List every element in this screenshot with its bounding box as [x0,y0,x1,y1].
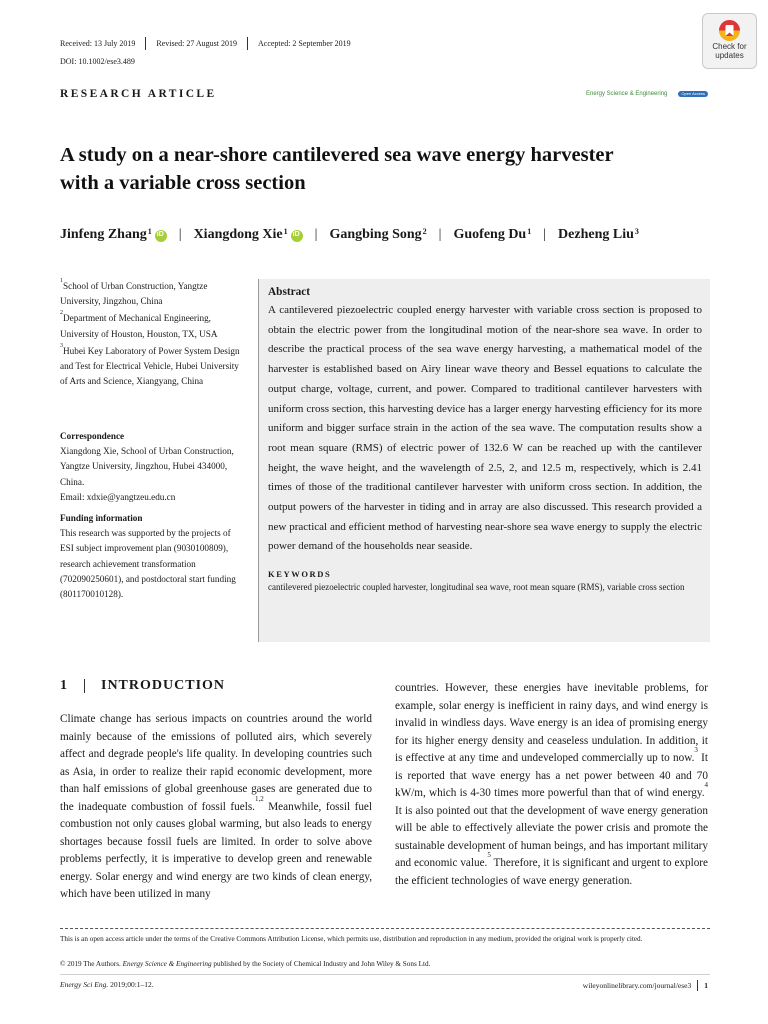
author[interactable]: Dezheng Liu $^3$ [558,226,639,242]
license-note: This is an open access article under the terms of the Creative Commons Attribution License, which permits use, distribution and reproduction in any medium, provided the original work is properly cited. [60,935,643,943]
citation-footer: Energy Sci Eng. 2019;00:1–12. [60,980,154,989]
citation-link[interactable]: 4 [704,781,708,790]
journal-logo-name: Energy Science & Engineering [586,91,668,97]
citation-link[interactable]: 3 [694,746,698,755]
accepted-date: Accepted: 2 September 2019 [258,39,351,48]
doi[interactable]: DOI: 10.1002/ese3.489 [60,57,135,66]
affiliation: $^2$Department of Mechanical Engineering, University of Houston, Houston, TX, USA [60,310,218,339]
abstract-text: A cantilevered piezoelectric coupled energy harvester with variable cross section is proposed to obtain the electric power from the longitudinal motion of the near-shore sea wave. In order to describe the practical process of the sea wave energy harvesting, a mathematical model of the harvester is established based on Airy linear wave theory and Bessel equations to calculate the output charge, voltage, current, and power. Compared to traditional cantilever harvesters with uniform cross section, this harvesting device has a larger energy harvesting efficiency for its more uniform and bigger surface strain in the action of the sea wave. The computation results show a root mean square (RMS) of electric power of 132.6 W can be reached up with the cantilever height, the wave height, and the wavelength of 2.5, 2, and 12.5 m, respectively, which is 2.41 times of those of the traditional cantilever harvester with uniform cross section. In addition, the output powers of the harvester in tiding and in array are also discussed. This research provided a new practical and efficient method of harvesting near-shore sea wave energy to supply the electric power demand of the households near seaside. [268,304,702,553]
funding-information [60,511,246,602]
author[interactable]: Xiangdong Xie $^1$ iD [194,227,303,243]
body-column-right: countries. However, these energies have inevitable problems, for example, solar energy is inefficient in rainy days, and wind energy is invalid in windless days. Wave energy is an idea of promising energy for its higher energy density and ceaseless undulation. In addition, it is effective at any time and undeveloped commercially up to now.$^3$ It is reported that wave energy has a net power between 40 and 70 kW/m, which is 4-30 times more powerful than that of wind energy.$^4$ It is also pointed out that the development of wave energy generation will be able to effectively alleviate the power crisis and promote the sustainable development of human beings, and has important military and economic value.$^5$ Therefore, it is significant and urgent to explore the efficient technologies of wave energy generation. [395,682,708,887]
affiliation: $^3$Hubei Key Laboratory of Power System Design and Test for Electrical Vehicle, Hubei University of Arts and Science, Xiangyang, China [60,342,240,387]
abstract-heading: Abstract [268,286,311,298]
check-updates-label-1: Check for [712,42,747,51]
journal-url[interactable]: wileyonlinelibrary.com/journal/ese3 [582,981,692,990]
citation-link[interactable]: 1,2 [254,794,264,803]
check-updates-icon [718,19,741,42]
correspondence [60,429,246,505]
orcid-icon[interactable] [155,230,167,242]
correspondence-heading: Correspondence [60,431,125,441]
citation-link[interactable]: 5 [487,851,491,860]
author[interactable]: Gangbing Song $^2$ [329,226,427,242]
footer-divider [60,974,710,975]
correspondence-text: Xiangdong Xie, School of Urban Construction, Yangtze University, Jingzhou, Hubei 434000, China. [60,446,234,487]
author-separator: | [178,227,182,242]
author-separator: | [438,227,442,242]
article-title [60,141,710,197]
title-line: A study on a near-shore cantilevered sea wave energy harvester [60,144,614,166]
orcid-icon[interactable] [291,230,303,242]
divider [84,679,85,693]
affiliation: $^1$School of Urban Construction, Yangtze University, Jingzhou, China [60,278,208,307]
received-date: Received: 13 July 2019 [60,39,136,48]
check-updates-label-2: updates [715,51,744,60]
title-line: with a variable cross section [60,172,306,194]
author-list [60,227,720,243]
author-separator: | [543,227,547,242]
author[interactable]: Jinfeng Zhang $^1$ iD [60,227,167,243]
divider [145,37,146,50]
article-dates [60,37,351,50]
keywords-text: cantilevered piezoelectric coupled harvester, longitudinal sea wave, root mean square (RMS), variable cross section [268,582,685,593]
divider [247,37,248,50]
revised-date: Revised: 27 August 2019 [156,39,237,48]
check-for-updates-button[interactable] [702,13,757,69]
open-access-badge: Open Access [678,91,708,97]
section-number: 1 [60,678,68,693]
copyright-note: © 2019 The Authors. Energy Science & Engineering published by the Society of Chemical Industry and John Wiley & Sons Ltd. [60,960,431,968]
abstract-box [258,279,710,642]
page-number: 1 [704,981,708,990]
footnote-divider [60,928,710,929]
section-title: INTRODUCTION [101,678,226,693]
funding-heading: Funding information [60,513,143,523]
journal-logo[interactable] [586,82,708,98]
author[interactable]: Guofeng Du $^1$ [453,226,532,242]
page-footer [583,980,708,991]
keywords-heading: KEYWORDS [268,569,332,580]
article-type: RESEARCH ARTICLE [60,88,217,100]
affiliations [60,277,246,390]
funding-text: This research was supported by the projects of ESI subject improvement plan (9030100809), research achievement transformation (702090250601), and postdoctoral start funding (801170010128). [60,528,236,600]
section-heading [60,678,225,694]
correspondence-email[interactable]: Email: xdxie@yangtzeu.edu.cn [60,491,176,502]
body-column-left: Climate change has serious impacts on countries around the world mainly because of the emissions of polluted airs, which severely affect and degrade people's life quality. In developing countries such as Asia, in order to realize their rapid economic development, more than half emissions of global greenhouse gases are generated due to the inadequate combustion of fossil fuels.$^{1,2}$ Meanwhile, fossil fuel combustion not only causes global warming, but also leads to energy shortages because fossil fuels are limited. In order to solve above problems perfectly, it is imperative to develop green and renewable energy. Solar energy and wind energy are two kinds of clean energy, which have been utilized in many [60,713,372,900]
divider [697,980,698,991]
author-separator: | [314,227,318,242]
